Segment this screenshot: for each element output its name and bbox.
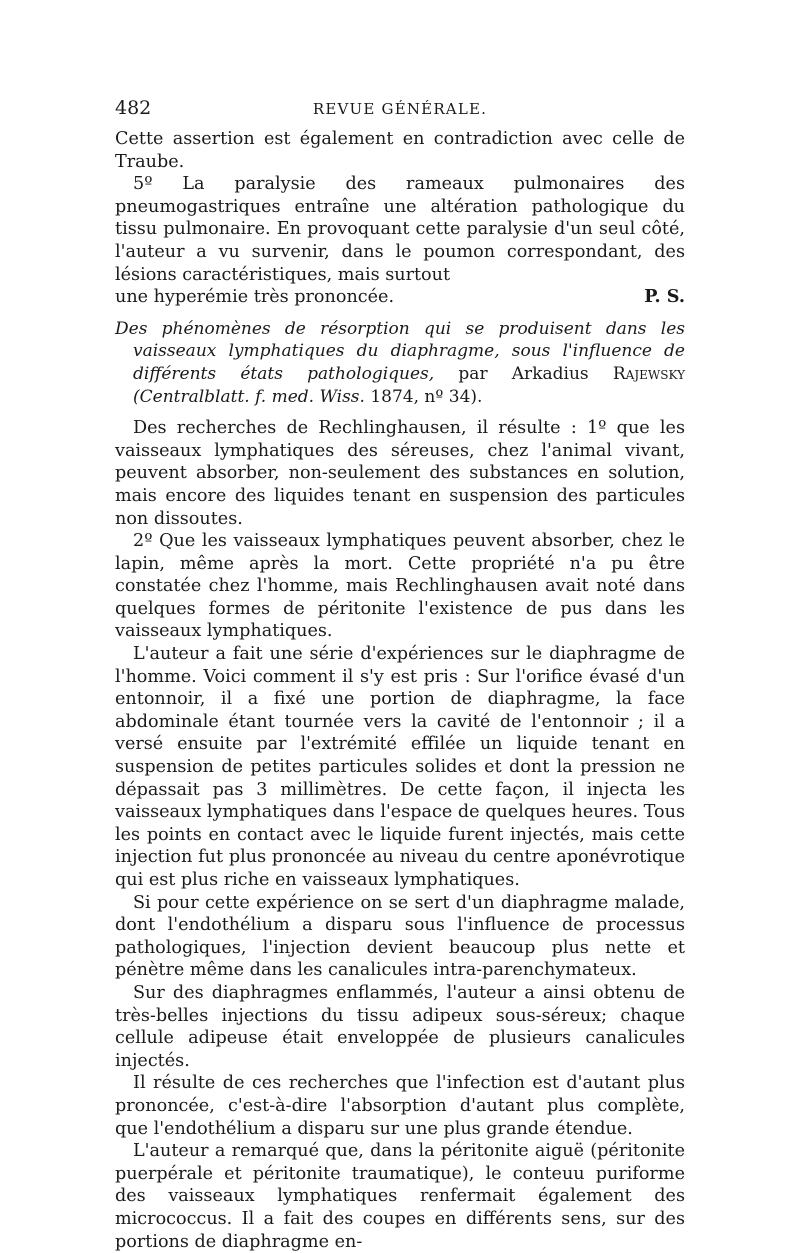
paragraph: Des recherches de Rechlinghausen, il résulte : 1º que les vaisseaux lymphatiques des séreuses, chez l'animal vivant, peuvent absorber, non-seulement des substances en solution, mais encore des liquides tenant en suspension des particules non dissoutes.: [115, 418, 685, 529]
page-body: [115, 128, 685, 1253]
paragraph: 5º La paralysie des rameaux pulmonaires des pneumogastriques entraîne une altération pathologique du tissu pulmonaire. En provoquant cette paralysie d'un seul côté, l'auteur a vu survenir, dans le poumon correspondant, des lésions caractéristiques, mais surtout: [115, 174, 685, 285]
running-title: REVUE GÉNÉRALE.: [312, 100, 488, 118]
page-header: [115, 97, 685, 123]
article-source: (Centralblatt. f. med. Wiss.: [133, 386, 365, 407]
paragraph: L'auteur a remarqué que, dans la péritonite aiguë (péritonite puerpérale et péritonite traumatique), le conteuu puriforme des vaisseaux lymphatiques renfermait également des micrococcus. Il a fait des coupes en différents sens, sur des portions de diaphragme en-: [115, 1141, 685, 1252]
paragraph: Sur des diaphragmes enflammés, l'auteur a ainsi obtenu de très-belles injections du tissu adipeux sous-séreux; chaque cellule adipeuse était enveloppée de plusieurs canalicules injectés.: [115, 982, 685, 1071]
paragraph: L'auteur a fait une série d'expériences sur le diaphragme de l'homme. Voici comment il s'y est pris : Sur l'orifice évasé d'un entonnoir, il a fixé une portion de diaphragme, la face abdominale étant tournée vers la cavité de l'entonnoir ; il a versé ensuite par l'extrémité effilée un liquide tenant en suspension de petites particules solides et dont la pression ne dépassait pas 3 millimètres. De cette façon, il injecta les vaisseaux lymphatiques dans l'espace de quelques heures. Tous les points en contact avec le liquide furent injectés, mais cette injection fut plus prononcée au niveau du centre aponévrotique qui est plus riche en vaisseaux lymphatiques.: [115, 644, 685, 890]
paragraph: Il résulte de ces recherches que l'infection est d'autant plus prononcée, c'est-à-dire l'absorption d'autant plus complète, que l'endothélium a disparu sur une plus grande étendue.: [115, 1073, 685, 1139]
paragraph-last-line: une hyperémie très prononcée.: [115, 287, 395, 308]
article-by: par Arkadius: [458, 363, 589, 384]
page-number: 482: [115, 97, 152, 119]
signature: P. S.: [644, 286, 685, 308]
paragraph: 2º Que les vaisseaux lymphatiques peuvent absorber, chez le lapin, même après la mort. Cette propriété n'a pu être constatée chez l'homme, mais Rechlinghausen avait noté dans quelques formes de péritonite l'existence de pus dans les vaisseaux lymphatiques.: [115, 531, 685, 642]
article-title: Des phénomènes de résorption qui se produisent dans les vaisseaux lymphatiques du diaphragme, sous l'influence de différents états pathologiques,: [115, 318, 685, 384]
paragraph: Cette assertion est également en contradiction avec celle de Traube.: [115, 129, 685, 172]
article-reference: 1874, nº 34).: [370, 386, 483, 407]
paragraph: Si pour cette expérience on se sert d'un diaphragme malade, dont l'endothélium a disparu sous l'influence de processus pathologiques, l'injection devient beaucoup plus nette et pénètre même dans les canalicules intra-parenchymateux.: [115, 892, 685, 981]
article-heading: [115, 318, 685, 408]
article-author: Rajewsky: [612, 363, 686, 384]
paragraph-end: [115, 286, 685, 309]
